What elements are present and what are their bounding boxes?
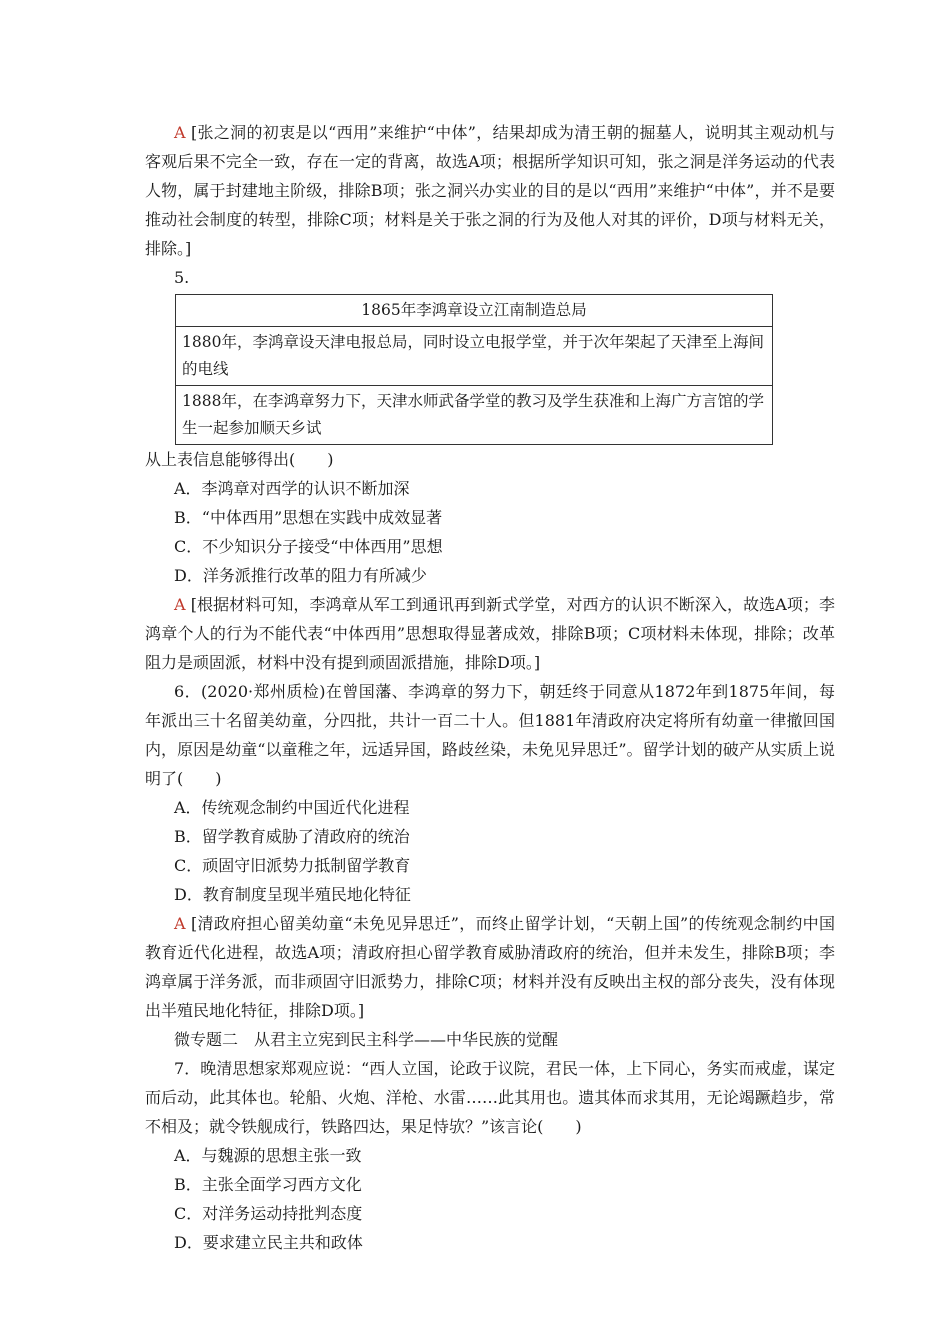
option-a: A．与魏源的思想主张一致 xyxy=(174,1146,362,1165)
question-stem: 6．(2020·郑州质检)在曾国藩、李鸿章的努力下，朝廷终于同意从1872年到1875年间，每年派出三十名留美幼童，分四批，共计一百二十人。但1881年清政府决定将所有幼童一律撤回国内，原因是幼童“以童稚之年，远适异国，路歧丝染，未免见异思迁”。留学计划的破产从实质上说明了( ) xyxy=(145,682,835,788)
answer-letter: A xyxy=(174,595,186,614)
document-page xyxy=(145,118,835,1257)
table-row: 1865年李鸿章设立江南制造总局 xyxy=(176,295,773,327)
table-row: 1888年，在李鸿章努力下，天津水师武备学堂的教习及学生获准和上海广方言馆的学生一起参加顺天乡试 xyxy=(176,386,773,445)
table-row: 1880年，李鸿章设天津电报总局，同时设立电报学堂，并于次年架起了天津至上海间的电线 xyxy=(176,327,773,386)
option-b: B．主张全面学习西方文化 xyxy=(174,1175,362,1194)
answer-explanation: [清政府担心留美幼童“未免见异思迁”，而终止留学计划，“天朝上国”的传统观念制约中国教育近代化进程，故选A项；清政府担心留学教育威胁清政府的统治，但并未发生，排除B项；李鸿章属于洋务派，而非顽固守旧派势力，排除C项；材料并没有反映出主权的部分丧失，没有体现出半殖民地化特征，排除D项。] xyxy=(145,914,835,1020)
answer-explanation: [张之洞的初衷是以“西用”来维护“中体”，结果却成为清王朝的掘墓人，说明其主观动机与客观后果不完全一致，存在一定的背离，故选A项；根据所学知识可知，张之洞是洋务运动的代表人物，属于封建地主阶级，排除B项；张之洞兴办实业的目的是以“西用”来维护“中体”，并不是要推动社会制度的转型，排除C项；材料是关于张之洞的行为及他人对其的评价，D项与材料无关，排除。] xyxy=(145,123,835,258)
option-d: D．教育制度呈现半殖民地化特征 xyxy=(174,885,411,904)
answer-explanation: [根据材料可知，李鸿章从军工到通讯再到新式学堂，对西方的认识不断深入，故选A项；李鸿章个人的行为不能代表“中体西用”思想取得显著成效，排除B项；C项材料未体现，排除；改革阻力是顽固派，材料中没有提到顽固派措施，排除D项。] xyxy=(145,595,835,672)
question-stem: 从上表信息能够得出( ) xyxy=(145,450,334,469)
q6-answer xyxy=(145,909,835,1025)
option-a: A．传统观念制约中国近代化进程 xyxy=(174,798,410,817)
option-a: A．李鸿章对西学的认识不断加深 xyxy=(174,479,410,498)
option-d: D．洋务派推行改革的阻力有所减少 xyxy=(174,566,427,585)
info-table xyxy=(175,294,773,445)
q5-answer xyxy=(145,590,835,677)
option-b: B．留学教育威胁了清政府的统治 xyxy=(174,827,410,846)
question-stem: 7．晚清思想家郑观应说：“西人立国，论政于议院，君民一体，上下同心，务实而戒虚，谋定而后动，此其体也。轮船、火炮、洋枪、水雷……此其用也。遗其体而求其用，无论竭蹶趋步，常不相及；就令铁舰成行，铁路四达，果足恃欤？”该言论( ) xyxy=(145,1059,835,1136)
q4-answer xyxy=(145,118,835,263)
question-number: 5. xyxy=(174,268,190,287)
subtopic-heading: 微专题二 从君主立宪到民主科学——中华民族的觉醒 xyxy=(174,1030,559,1049)
answer-letter: A xyxy=(174,123,186,142)
option-b: B．“中体西用”思想在实践中成效显著 xyxy=(174,508,443,527)
option-c: C．对洋务运动持批判态度 xyxy=(174,1204,363,1223)
answer-letter: A xyxy=(174,914,186,933)
option-d: D．要求建立民主共和政体 xyxy=(174,1233,363,1252)
option-c: C．不少知识分子接受“中体西用”思想 xyxy=(174,537,443,556)
option-c: C．顽固守旧派势力抵制留学教育 xyxy=(174,856,411,875)
